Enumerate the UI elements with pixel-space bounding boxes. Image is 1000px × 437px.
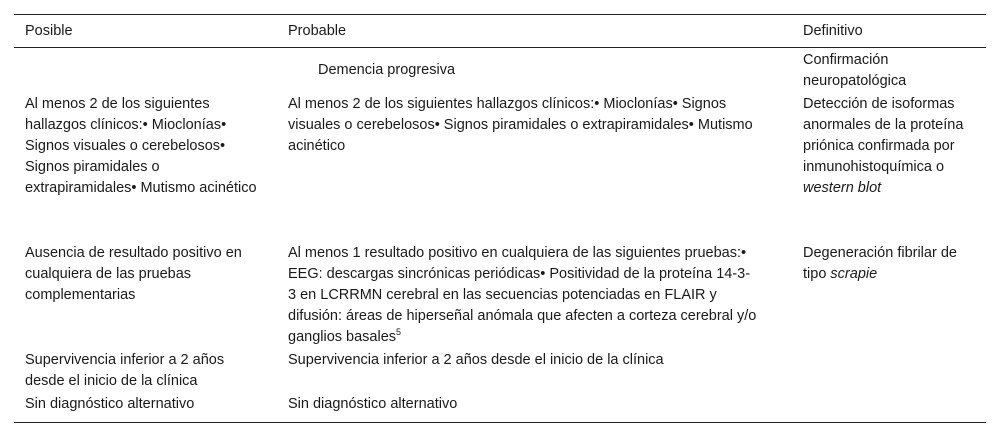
table-bottom-rule xyxy=(14,422,986,423)
row3-probable xyxy=(288,243,758,348)
row1-definitivo: Confirmación neuropatológica xyxy=(803,52,907,89)
row3-definitivo-italic: scrapie xyxy=(830,266,878,282)
row5-probable: Sin diagnóstico alternativo xyxy=(288,396,458,412)
header-probable: Probable xyxy=(288,23,347,39)
table-top-rule xyxy=(14,14,986,15)
row4-posible: Supervivencia inferior a 2 años desde el inicio de la clínica xyxy=(25,352,225,389)
row2-probable: Al menos 2 de los siguientes hallazgos clínicos:• Mioclonías• Signos visuales o cerebelosos• Signos piramidales o extrapiramidales• Mutismo acinético xyxy=(288,96,753,154)
row3-definitivo xyxy=(803,243,973,285)
header-definitivo: Definitivo xyxy=(803,23,863,39)
row2-definitivo-text: Detección de isoformas anormales de la proteína priónica confirmada por inmunohistoquímica o xyxy=(803,96,964,175)
reference-superscript: 5 xyxy=(396,327,402,337)
header-bottom-rule xyxy=(14,47,986,48)
row5-posible: Sin diagnóstico alternativo xyxy=(25,396,195,412)
row2-definitivo-italic: western blot xyxy=(803,180,882,196)
header-posible: Posible xyxy=(25,23,73,39)
row2-definitivo xyxy=(803,94,973,199)
row3-definitivo-text: Degeneración fibrilar de tipo xyxy=(803,245,957,282)
row1-probable: Demencia progresiva xyxy=(318,62,456,78)
row4-probable: Supervivencia inferior a 2 años desde el inicio de la clínica xyxy=(288,352,664,368)
row2-posible: Al menos 2 de los siguientes hallazgos clínicos:• Mioclonías• Signos visuales o cerebelosos• Signos piramidales o extrapiramidales• Mutismo acinético xyxy=(25,96,257,196)
row3-probable-text: Al menos 1 resultado positivo en cualquiera de las siguientes pruebas:• EEG: descargas sincrónicas periódicas• Positividad de la proteína 14-3-3 en LCRRMN cerebral en las secuencias potenciadas en FLAIR y difusión: áreas de hiperseñal anómala que afecten a corteza cerebral y/o ganglios basales xyxy=(288,245,757,345)
row3-posible: Ausencia de resultado positivo en cualquiera de las pruebas complementarias xyxy=(25,245,242,303)
